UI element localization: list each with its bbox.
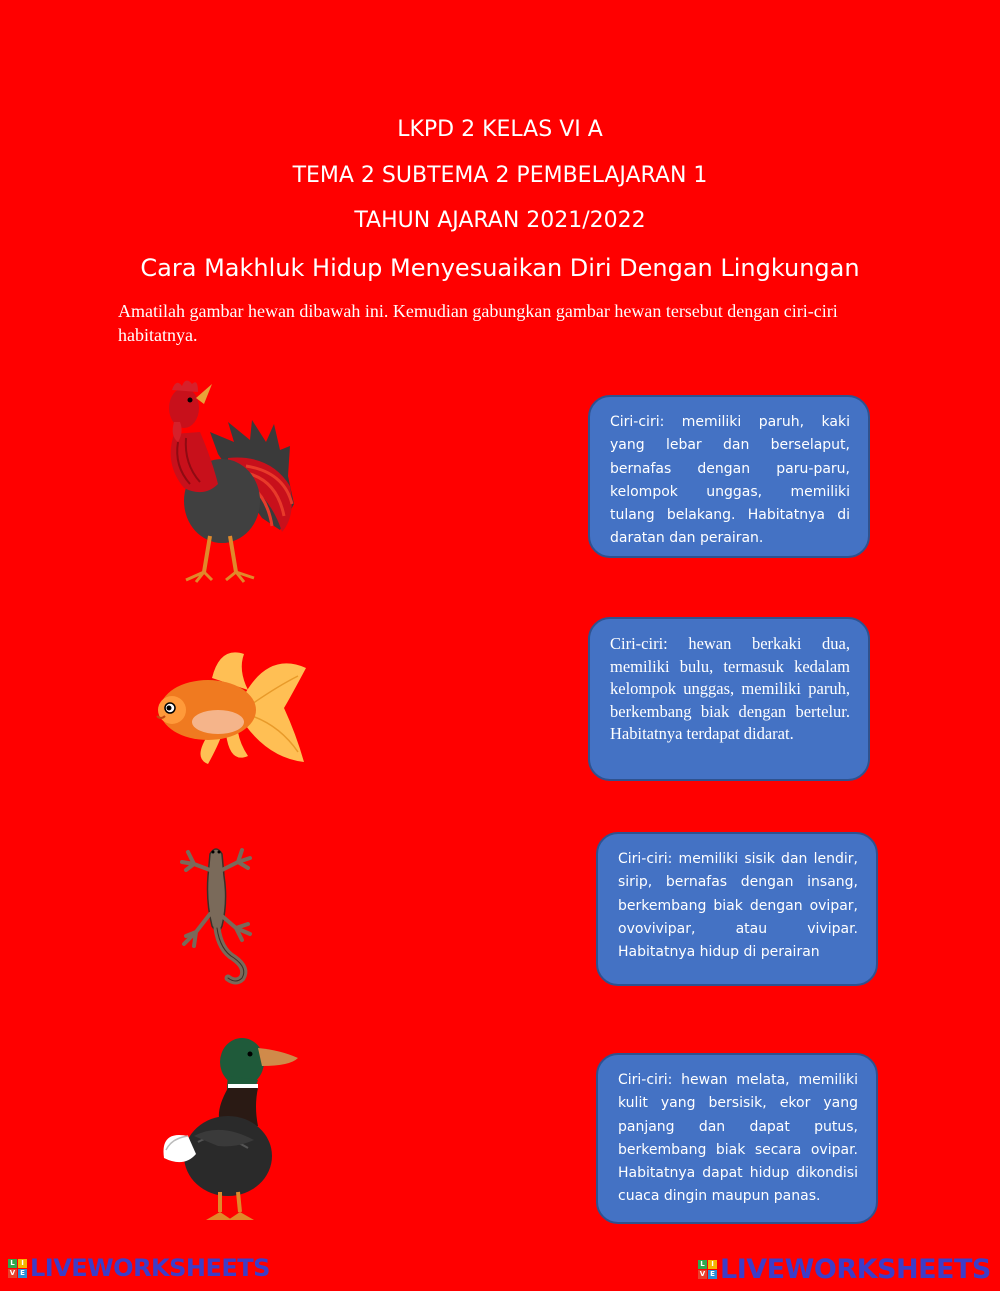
school-year: TAHUN AJARAN 2021/2022: [354, 208, 646, 233]
instruction-text: Amatilah gambar hewan dibawah ini. Kemudian gabungkan gambar hewan tersebut dengan ciri-ciri habitatnya.: [118, 301, 838, 345]
description-card-3[interactable]: Ciri-ciri: memiliki sisik dan lendir, sirip, bernafas dengan insang, berkembang biak dengan ovipar, ovovivipar, atau vivipar. Habitatnya hidup di perairan: [596, 832, 878, 986]
theme-subtheme: TEMA 2 SUBTEMA 2 PEMBELAJARAN 1: [292, 163, 708, 188]
liveworksheets-logo: [8, 1254, 270, 1282]
brand-name: LIVEWORKSHEETS: [30, 1254, 270, 1282]
description-card-4[interactable]: Ciri-ciri: hewan melata, memiliki kulit yang bersisik, ekor yang panjang dan dapat putus, berkembang biak secara ovipar. Habitatnya dapat hidup dikondisi cuaca dingin maupun panas.: [596, 1053, 878, 1224]
logo-letter: I: [708, 1260, 717, 1269]
goldfish-icon[interactable]: [152, 646, 312, 770]
worksheet-code: LKPD 2 KELAS VI A: [397, 117, 603, 142]
logo-letter: E: [708, 1270, 717, 1279]
logo-letter: L: [8, 1259, 17, 1268]
logo-letter: L: [698, 1260, 707, 1269]
rooster-icon[interactable]: [150, 376, 300, 588]
logo-letter: I: [18, 1259, 27, 1268]
liveworksheets-logo: [698, 1254, 991, 1285]
page-title: Cara Makhluk Hidup Menyesuaikan Diri Dengan Lingkungan: [140, 254, 860, 282]
liveworksheets-logo-icon: [698, 1260, 717, 1279]
brand-name: LIVEWORKSHEETS: [720, 1254, 991, 1285]
description-card-1[interactable]: Ciri-ciri: memiliki paruh, kaki yang lebar dan berselaput, bernafas dengan paru-paru, kelompok unggas, memiliki tulang belakang. Habitatnya di daratan dan perairan.: [588, 395, 870, 558]
logo-letter: E: [18, 1269, 27, 1278]
description-card-2[interactable]: Ciri-ciri: hewan berkaki dua, memiliki bulu, termasuk kedalam kelompok unggas, memiliki paruh, berkembang biak dengan bertelur. Habitatnya terdapat didarat.: [588, 617, 870, 781]
liveworksheets-logo-icon: [8, 1259, 27, 1278]
lizard-icon[interactable]: [178, 840, 256, 986]
logo-letter: V: [699, 1270, 706, 1278]
logo-letter: V: [9, 1268, 16, 1277]
duck-icon[interactable]: [158, 1026, 303, 1226]
